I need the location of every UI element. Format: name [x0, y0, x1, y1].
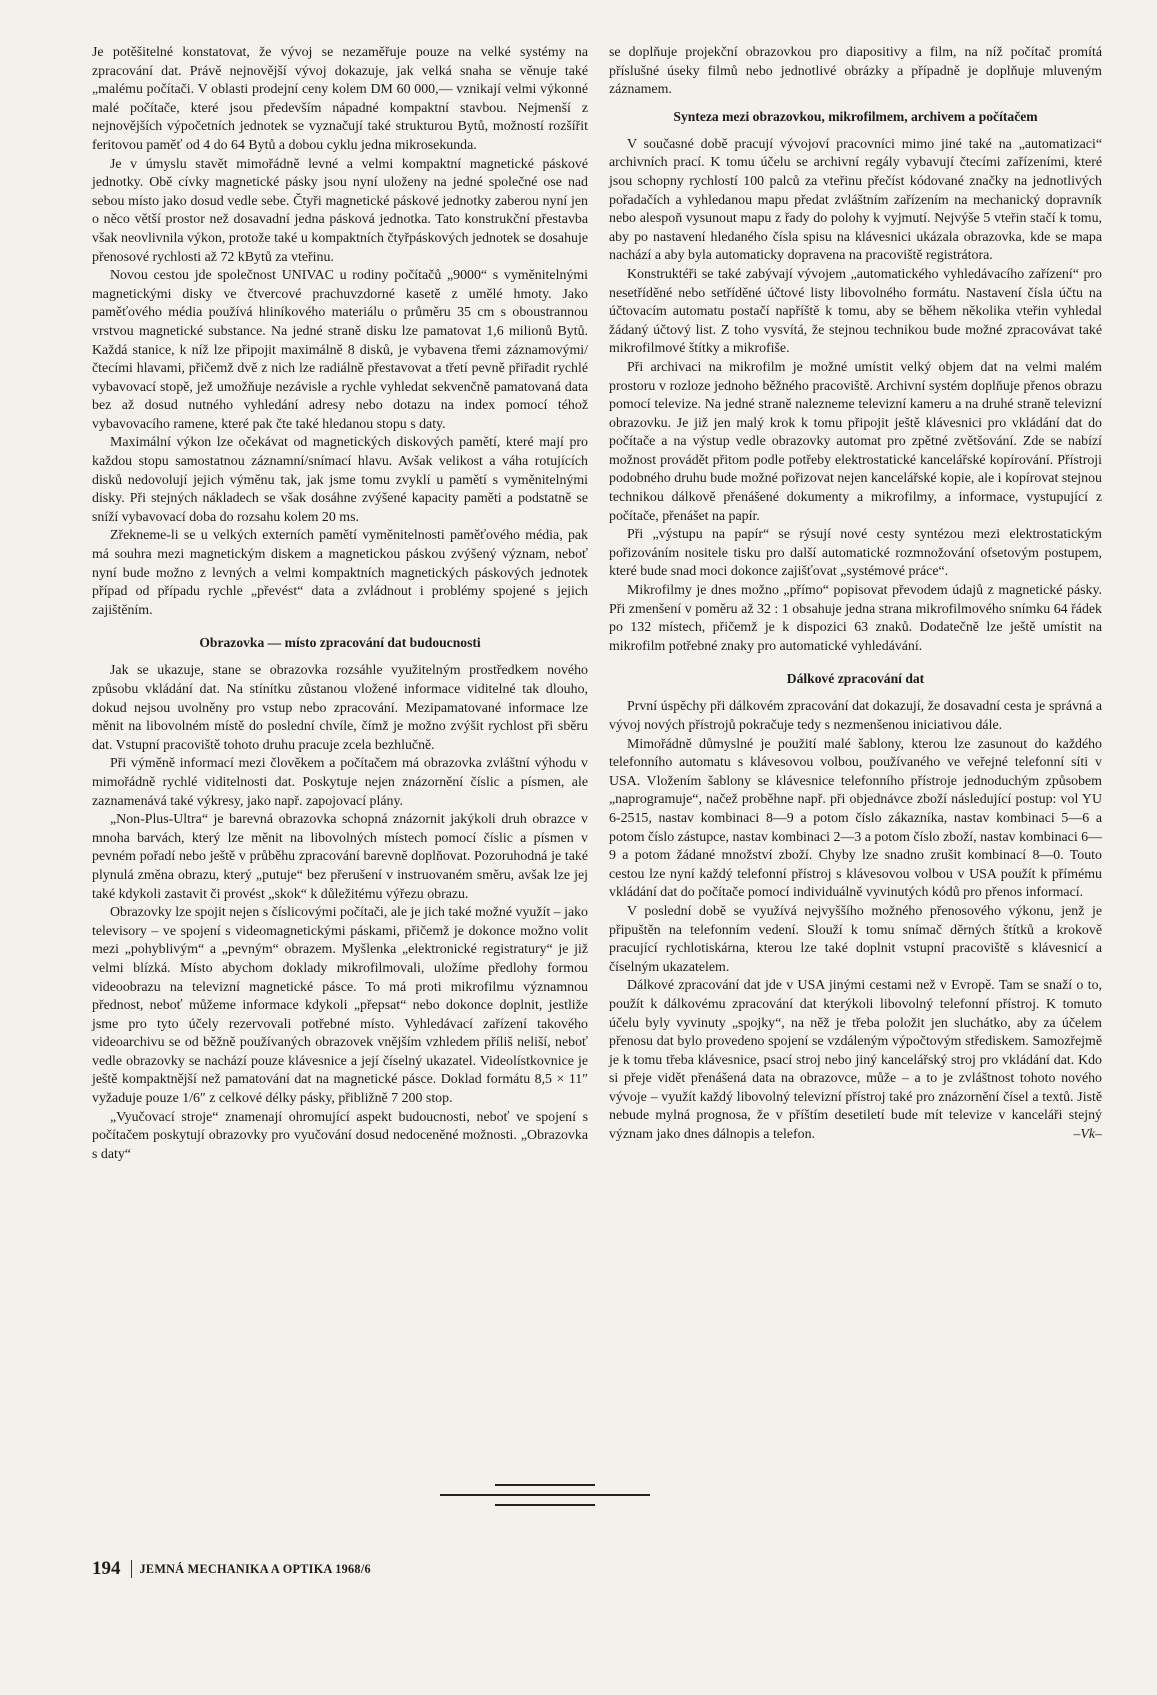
journal-name: JEMNÁ MECHANIKA A OPTIKA 1968/6 [139, 1561, 371, 1576]
paragraph: Jak se ukazuje, stane se obrazovka rozsáhle využitelným prostředkem nového způsobu vkládání dat. Na stínítku zůstanou vložené informace viditelné tak dlouho, dokud nejsou uvolněny pro vstup nebo zpracování. Mezipamatované informace lze měnit na libovolném místě do poslední chvíle, čímž je možno zvýšit rychlost při sběru dat. Vstupní pracoviště tohoto druhu pracuje zcela bezhlučně. [92, 663, 588, 753]
paragraph: Je potěšitelné konstatovat, že vývoj se nezaměřuje pouze na velké systémy na zpracování dat. Právě nejnovější vývoj dokazuje, jak velká snaha se věnuje také „malému počítači. V oblasti prodejní ceny kolem DM 60 000,— vznikají velmi výkonné malé počítače, které jsou především nápadné kompaktní stavbou. Nejmenší z nejnovějších výpočetních jednotek se vyznačují také strukturou Bytů, možností rozšířit feritovou paměť od 4 do 64 Bytů a dobou cyklu jedna mikrosekunda. [92, 45, 588, 153]
paragraph: Obrazovky lze spojit nejen s číslicovými počítači, ale je jich také možné využít – jako televisory – ve spojení s videomagnetickými páskami, přičemž je dokonce možno volit mezi „pohyblivým“ a „pevným“ obrazem. Myšlenka „elektronické registratury“ je již velmi blízká. Místo abychom doklady mikrofilmovali, uložíme předlohy formou videoobrazu na televizní magnetické pásce. To má proti mikrofilmu významnou přednost, neboť můžeme informace kdykoli „přepsat“ nebo dokonce doplnit, jestliže jsme pro tyto účely rezervovali potřebné místo. Vyhledávací zařízení takového videoarchivu se od běžně používaných obrazovek vnějším vzhledem příliš neliší, neboť vedle obrazovky se nachází pouze klávesnice a její číselný ukazatel. Videolístkovnice je ještě kompaktnější než pamatování dat na magnetické pásce. Doklad formátu 8,5 × 11″ vyžaduje pouze 1/6″ z celkové délky pásky, přibližně 7 200 stop. [92, 905, 588, 1107]
paragraph: se doplňuje projekční obrazovkou pro diapositivy a film, na níž počítač promítá příslušné úseky filmů nebo jednotlivé obrázky a případně je doplňuje mluveným záznamem. [609, 45, 1102, 98]
paragraph: Mimořádně důmyslné je použití malé šablony, kterou lze zasunout do každého telefonního automatu s klávesovou volbou, používaného ve veřejné telefonní síti v USA. Vložením šablony se klávesnice telefonního přístroje jednoduchým způsobem „naprogramuje“, načež proběhne např. při objednávce zboží následující postup: vol YU 6-2515, nastav kombinaci 8—9 a potom číslo zákazníka, nastav kombinaci 5—6 a potom číslo zástupce, nastav kombinaci 2—3 a potom číslo zboží, nastav kombinaci 6—9 a potom žádané množství zboží. Chyby lze snadno zrušit kombinací 8—0. Touto cestou lze nyní každý telefonní přístroj s klávesovou volbou v USA použít k přímému vkládání dat do počítače pomocí individuálně vyvinutých kódů pro přenos informací. [609, 736, 1103, 901]
paragraph-text: Dálkové zpracování dat jde v USA jinými cestami než v Evropě. Tam se snaží o to, použít k dálkovému zpracování dat kterýkoli libovolný telefonní přístroj. K tomuto účelu byly vyvinuty „spojky“, na něž je třeba položit jen sluchátko, aby za účelem přenosu dat bylo provedeno spojení se vzdáleným výpočtovým střediskem. Samozřejmě je k tomu třeba klávesnice, psací stroj nebo jiný kancelářský stroj pro vkládání dat. Kdo si přeje vidět přenášená data na obrazovce, může – a to je zvláštnost tohoto nového vývoje – využít každý libovolný televizní přístroj také pro znázornění čísel a textů. Jistě nebude mylná prognosa, že v příštím desetiletí bude mít televize v kanceláři stejný význam jako dnes dálnopis a telefon. [609, 978, 1102, 1143]
left-column [92, 44, 588, 1164]
paragraph: Mikrofilmy je dnes možno „přímo“ popisovat převodem údajů z magnetické pásky. Při zmenšení v poměru až 32 : 1 obsahuje jedna strana mikrofilmového snímku 64 řádek po 132 místech, přičemž je k dispozici 63 znaků. Dodatečně lze ještě umístit na mikrofilm potřebné znaky pro automatické vyhledávání. [609, 583, 1102, 654]
paragraph: Zřekneme-li se u velkých externích pamětí vyměnitelnosti paměťového média, pak má souhra mezi magnetickým diskem a magnetickou páskou zvýšený význam, neboť nyní bude možno z levných a velmi kompaktních magnetických páskových jednotek případ od případu rychle „převést“ data a zvládnout i problémy spojené s jejich zajištěním. [92, 528, 588, 618]
paragraph: Maximální výkon lze očekávat od magnetických diskových pamětí, které mají pro každou stopu samostatnou záznamní/snímací hlavu. Avšak velikost a váha rotujících disků nedovolují jejich výměnu tak, jak jsme tomu zvyklí u pamětí s vyměnitelnými disky. Při stejných nákladech se však dosáhne zvýšené kapacity paměti a podstatně se sníží vybavovací doba do rozsahu kolem 20 ms. [92, 435, 588, 525]
author-signature: –Vk– [1073, 1127, 1102, 1143]
paragraph: Při archivaci na mikrofilm je možné umístit velký objem dat na velmi malém prostoru v rozloze jednoho běžného pracoviště. Archivní systém doplňuje přenos obrazu pomocí televize. Na jedné straně nalezneme televizní kameru a na druhé straně televizní obrazovku. Je již jen malý krok k tomu připojit ještě klávesnici pro vkládání dat do počítače a na výstup vedle obrazovky automat pro zpětné zvětšování. Zde se nabízí možnost provádět přitom podle potřeby elektrostatické kancelářské kopírování. Přístroji podobného druhu bude možné pořizovat nejen kancelářské kopie, ale i kopírovat stejnou technikou dálkově přenášené dokumenty a mikrofilmy, a informace, vystupující z počítače, přenášet na papír. [609, 359, 1102, 524]
divider [131, 1560, 132, 1578]
right-column [609, 44, 1102, 1145]
paragraph: Novou cestou jde společnost UNIVAC u rodiny počítačů „9000“ s vyměnitelnými magnetickými disky ve čtvercové prachuvzdorné kasetě z umělé hmoty. Jako paměťového média používá hliníkového materiálu o průměru 35 cm s oboustrannou vrstvou magnetické substance. Na jedné straně disku lze pamatovat 1,6 milionů Bytů. Každá stanice, k níž lze připojit maximálně 8 disků, je vybavena třemi záznamovými/čtecími hlavami, přičemž dvě z nich lze radiálně přestavovat a třetí pevně přiřadit rychlé vybavovací stopě, jež umožňuje nezávisle a rychle vyhledat sekvenčně pamatovaná data bez až dosud nutného vyhledání adresy nebo dotazu na index pomocí téhož vybavovacího ramene, které pak čte také hledanou stopu s daty. [92, 268, 588, 432]
end-rule-ornament [440, 1484, 650, 1506]
paragraph: V poslední době se využívá nejvyššího možného přenosového výkonu, jenž je připuštěn na telefonním vedení. Slouží k tomu snímač děrných štítků a krokově pracující rychlotiskárna, kterou lze také doplnit vstupní pracoviště s klávesnicí a číselným ukazatelem. [609, 903, 1102, 975]
paragraph [609, 977, 1102, 1144]
section-heading: Dálkové zpracování dat [786, 671, 925, 687]
paragraph: První úspěchy při dálkovém zpracování dat dokazují, že dosavadní cesta je správná a vývoj nových přístrojů pokračuje tedy s nezmenšenou iniciativou dále. [609, 699, 1102, 733]
paragraph: Při „výstupu na papír“ se rýsují nové cesty syntézou mezi elektrostatickým pořizováním nositele tisku pro další automatické rozmnožování ofsetovým postupem, které bude snad moci dokonce zajišťovat „systémové práce“. [609, 527, 1102, 580]
divider [440, 1494, 650, 1496]
section-heading: Synteza mezi obrazovkou, mikrofilmem, archivem a počítačem [673, 108, 1038, 124]
paragraph: Je v úmyslu stavět mimořádně levné a velmi kompaktní magnetické páskové jednotky. Obě cívky magnetické pásky jsou nyní uloženy na jedné společné ose nad sebou místo jako dosud vedle sebe. Čtyři magnetické páskové jednotky zaberou nyní jen o něco větší prostor než dosavadní jedna pásková jednotka. Tato konstrukční přestavba však neovlivnila výkon, protože také u kompaktních čtyřpáskových jednotek se dosahuje přenosové rychlosti až 72 kBytů za vteřinu. [92, 156, 588, 265]
page-footer [92, 1558, 371, 1580]
paragraph: V současné době pracují vývojoví pracovníci mimo jiné také na „automatizaci“ archivních prací. K tomu účelu se archivní regály vybavují čtecími zařízeními, které jsou schopny rychlostí 100 palců za vteřinu přečíst kódované značky na jednotlivých pořadačích a vyhledanou mapu předat zvláštním zařízením na mechanický dopravník nebo alespoň vysunout mapu z řady do polohy k vyjmutí. Nejvýše 5 vteřin stačí k tomu, aby po nastavení hledaného čísla spisu na klávesnici ukázala obrazovka, kde se mapa nachází a aby byla automaticky dopravena na pracoviště registrátora. [609, 136, 1102, 264]
divider [495, 1484, 595, 1486]
paragraph: Při výměně informací mezi člověkem a počítačem má obrazovka zvláštní výhodu v mimořádně rychlé viditelnosti dat. Poskytuje nejen znázornění číslic a písmen, ale zaznamenává také výkresy, jako např. zapojovací plány. [92, 756, 588, 809]
page-number: 194 [92, 1558, 121, 1579]
paragraph: „Non-Plus-Ultra“ je barevná obrazovka schopná znázornit jakýkoli druh obrazce v mnoha barvách, který lze měnit na libovolných místech pomocí číslic a písmen v pevném pořadí nebo ještě v průběhu zpracování barevně doplňovat. Pozoruhodná je také plynulá změna obrazu, který „putuje“ bez přerušení v instruovaném směru, avšak lze jej také kdykoli zastavit či provést „skok“ k důležitému výřezu obrazu. [92, 812, 588, 902]
paragraph: Konstruktéři se také zabývají vývojem „automatického vyhledávacího zařízení“ pro nesetříděné nebo setříděné účtové listy libovolného formátu. Nastavení čísla účtu na účtovacím automatu postačí napříště k tomu, aby se během několika vteřin vyhledal žádaný účtový list. Z toho vysvítá, že stejnou technikou bude možné zpracovávat také mikrofilmové štítky a mikrofiše. [609, 266, 1102, 357]
divider [495, 1504, 595, 1506]
section-heading: Obrazovka — místo zpracování dat budoucnosti [199, 635, 481, 651]
paragraph: „Vyučovací stroje“ znamenají ohromující aspekt budoucnosti, neboť ve spojení s počítačem poskytují obrazovky pro vyučování dosud nedoceněné možnosti. „Obrazovka s daty“ [92, 1109, 588, 1162]
